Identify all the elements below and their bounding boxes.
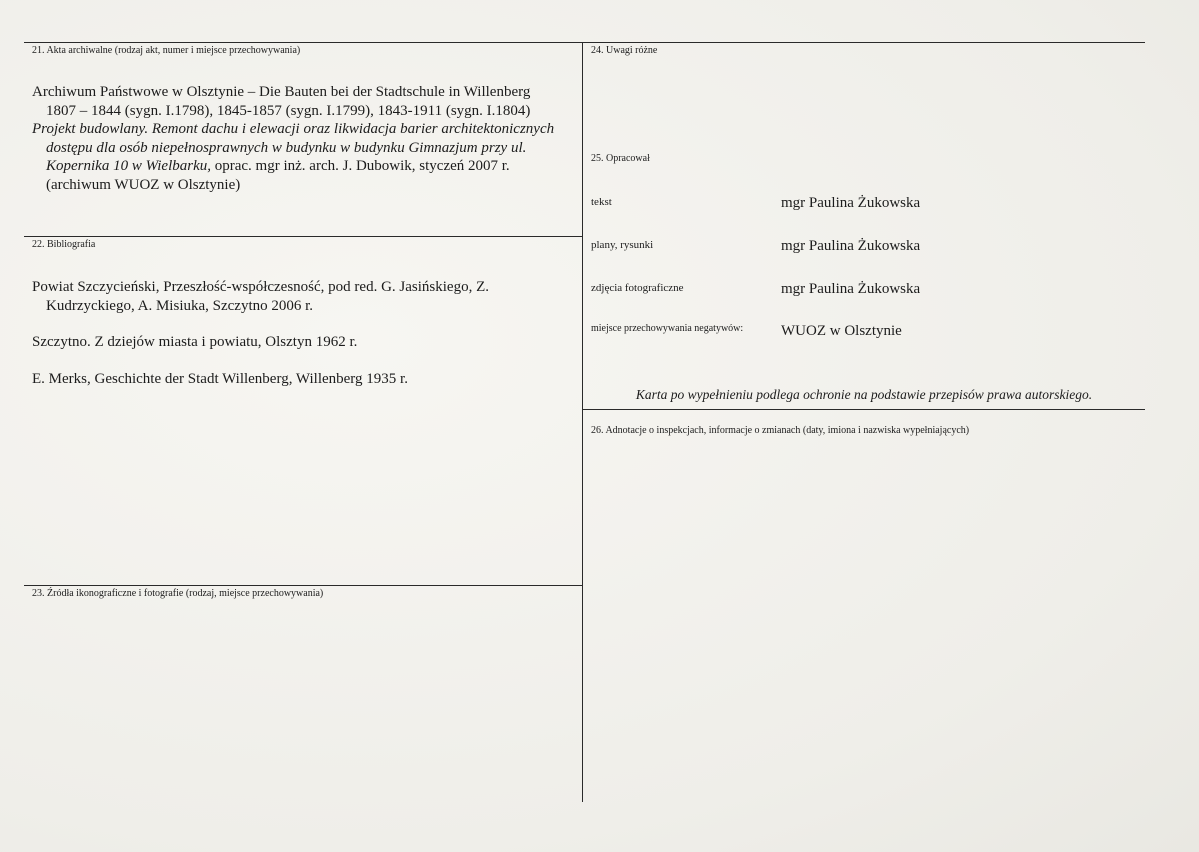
bibliography-entry-1-line-1: Powiat Szczycieński, Przeszłość-współczesność, pod red. G. Jasińskiego, Z. (32, 279, 489, 295)
archive-line-2: 1807 – 1844 (sygn. I.1798), 1845-1857 (sygn. I.1799), 1843-1911 (sygn. I.1804) (46, 102, 531, 119)
bibliography-entry-2: Szczytno. Z dziejów miasta i powiatu, Olsztyn 1962 r. (32, 334, 358, 350)
role-value-text: mgr Paulina Żukowska (781, 195, 921, 211)
role-value-negatives: WUOZ w Olsztynie (781, 323, 902, 339)
divider-22-23 (24, 585, 583, 586)
role-value-photos: mgr Paulina Żukowska (781, 281, 921, 297)
section-24-label: 24. Uwagi różne (591, 45, 658, 56)
section-22-label: 22. Bibliografia (32, 239, 96, 250)
column-divider (582, 42, 583, 802)
bibliography-entry-1-line-2: Kudrzyckiego, A. Misiuka, Szczytno 2006 r. (46, 297, 314, 314)
role-label-drawings: plany, rysunki (591, 239, 654, 251)
section-23-label: 23. Źródła ikonograficzne i fotografie (rodzaj, miejsce przechowywania) (32, 588, 324, 599)
section-21-label: 21. Akta archiwalne (rodzaj akt, numer i miejsce przechowywania) (32, 45, 301, 56)
archive-line-3: Projekt budowlany. Remont dachu i elewacji oraz likwidacja barier architektonicznych (32, 121, 555, 137)
role-value-drawings: mgr Paulina Żukowska (781, 238, 921, 254)
section-25-label: 25. Opracował (591, 153, 650, 164)
top-border-left (24, 42, 583, 43)
top-border-right (583, 42, 1145, 43)
bibliography-entry-3: E. Merks, Geschichte der Stadt Willenberg, Willenberg 1935 r. (32, 371, 408, 387)
archive-line-6: (archiwum WUOZ w Olsztynie) (46, 176, 241, 193)
copyright-notice: Karta po wypełnieniu podlega ochronie na podstawie przepisów prawa autorskiego. (635, 387, 1093, 402)
divider-21-22 (24, 236, 583, 237)
archive-line-5-rest: oprac. mgr inż. arch. J. Dubowik, styczeń 2007 r. (211, 158, 510, 174)
bibliography-entry-1 (32, 278, 572, 315)
role-label-negatives: miejsce przechowywania negatywów: (591, 323, 744, 334)
divider-25-26 (583, 409, 1145, 410)
role-label-text: tekst (591, 196, 612, 208)
archive-line-1: Archiwum Państwowe w Olsztynie – Die Bauten bei der Stadtschule in Willenberg (32, 84, 531, 100)
role-label-photos: zdjęcia fotograficzne (591, 282, 684, 294)
archive-line-5-italic: Kopernika 10 w Wielbarku, (46, 158, 211, 174)
section-26-label: 26. Adnotacje o inspekcjach, informacje o zmianach (daty, imiona i nazwiska wypełniających) (591, 425, 970, 436)
archival-records-text (32, 83, 582, 194)
archive-line-4: dostępu dla osób niepełnosprawnych w budynku w budynku Gimnazjum przy ul. (46, 139, 527, 156)
archive-line-5 (32, 157, 582, 176)
